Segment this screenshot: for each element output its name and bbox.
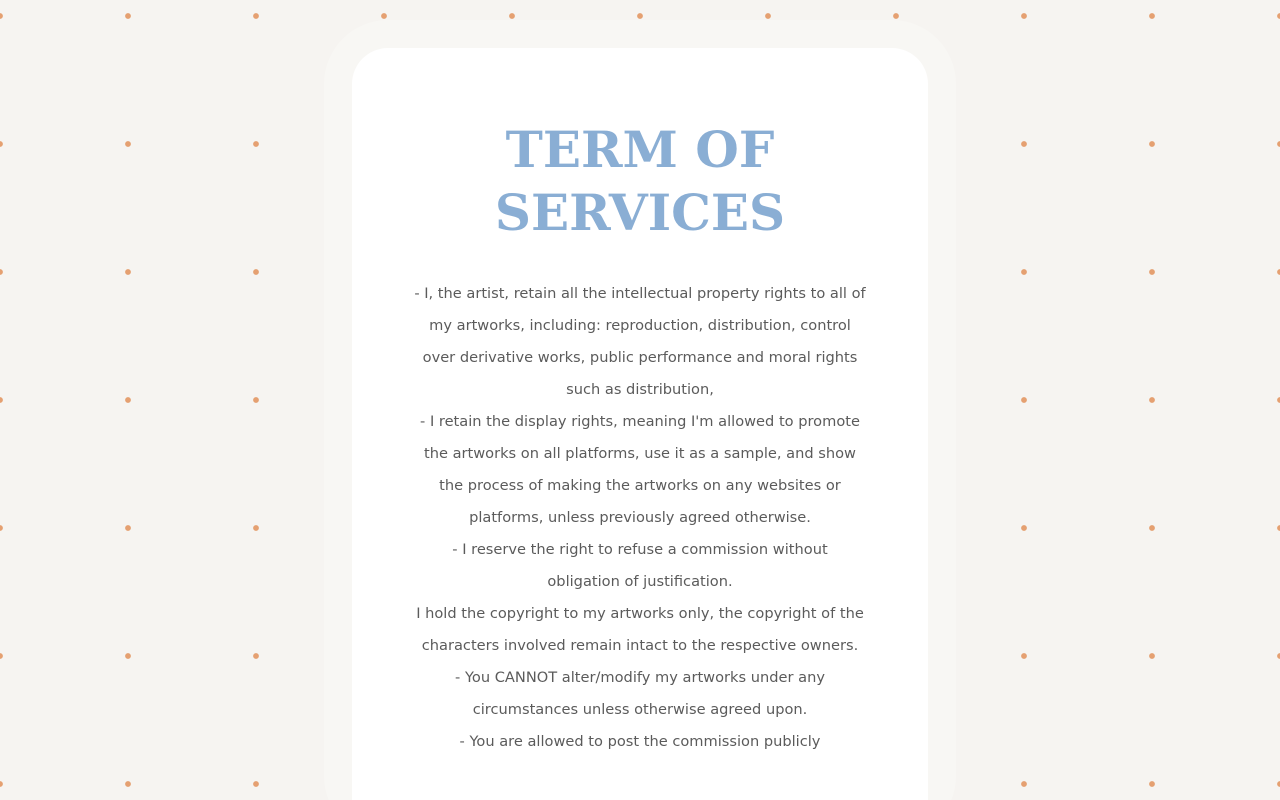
term-item: I hold the copyright to my artworks only, the copyright of the characters involved remain intact to the respective owners. [416,605,864,654]
page-title [352,118,928,244]
title-line-1: TERM OF [505,120,775,179]
term-item: - I retain the display rights, meaning I'm allowed to promote the artworks on all platforms, use it as a sample, and show the process of making the artworks on any websites or platforms, unless previously agreed otherwise. [420,413,860,526]
term-item: - I reserve the right to refuse a commission without obligation of justification. [452,541,828,590]
term-item: - I, the artist, retain all the intellectual property rights to all of my artworks, including: reproduction, distribution, control over derivative works, public performance and moral rights such as distribution, [414,285,866,398]
term-item: - You are allowed to post the commission publicly [459,733,821,750]
terms-list [414,278,866,758]
term-item: - You CANNOT alter/modify my artworks under any circumstances unless otherwise agreed upon. [455,669,825,718]
title-line-2: SERVICES [494,183,786,242]
